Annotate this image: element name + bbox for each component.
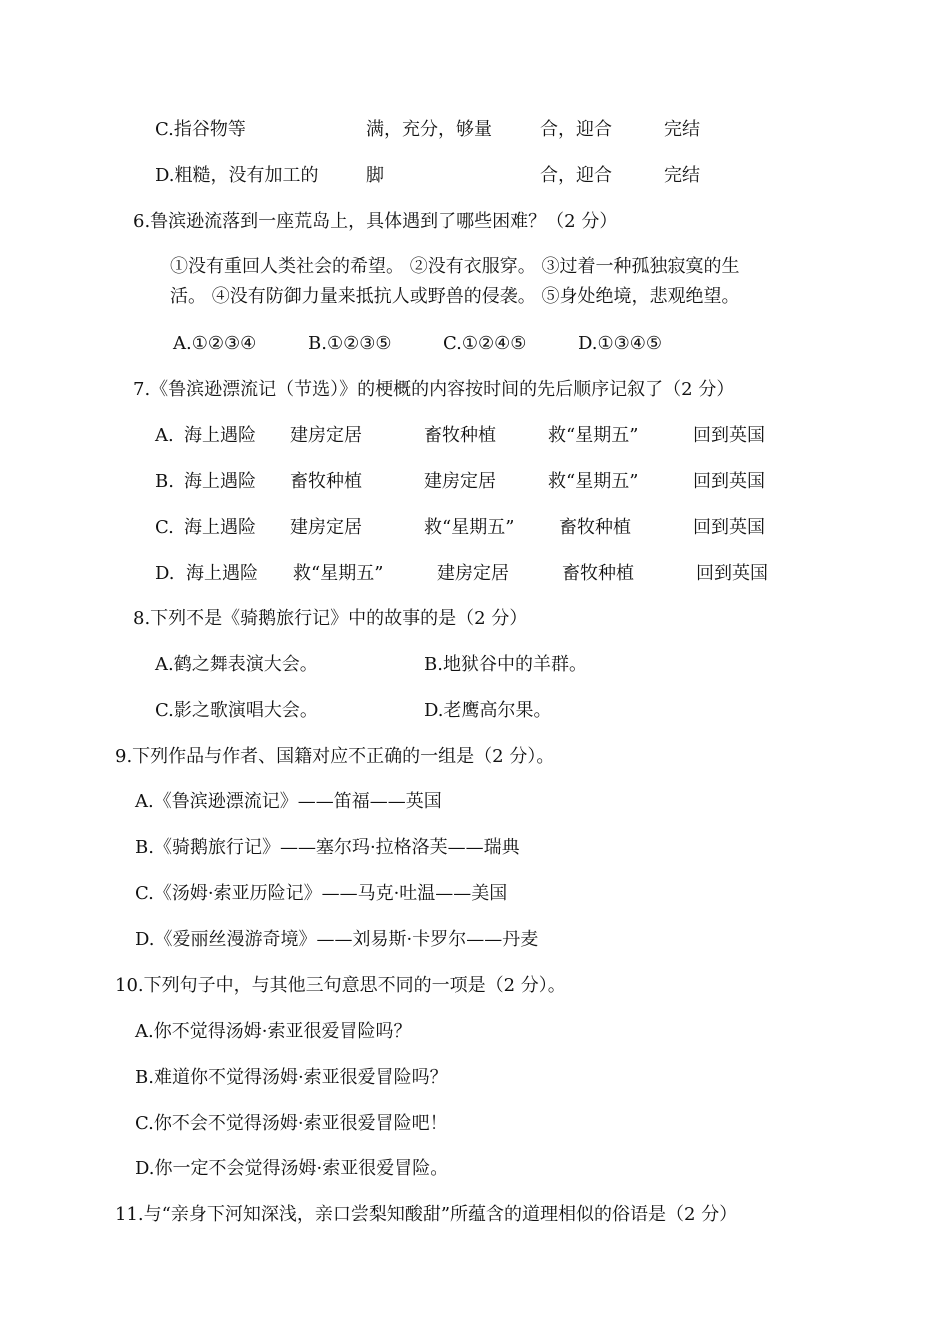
q7-d-item2: 救“星期五” [293,563,384,584]
q7-c-item1: 海上遇险 [184,517,256,538]
q7-c-item3: 救“星期五” [424,517,515,538]
q9-option-c: C.《汤姆·索亚历险记》——马克·吐温——美国 [135,883,508,904]
q7-b-item4: 救“星期五” [548,471,639,492]
q8-option-b: B.地狱谷中的羊群。 [424,654,587,675]
q8-stem: 8.下列不是《骑鹅旅行记》中的故事的是（2 分） [133,608,528,629]
q7-d-item4: 畜牧种植 [562,563,634,584]
q7-b-item5: 回到英国 [693,471,765,492]
q5-d-meaning2: 脚 [366,165,384,186]
q5-d-meaning4: 完结 [664,165,700,186]
q11-stem: 11.与“亲身下河知深浅，亲口尝梨知酸甜”所蕴含的道理相似的俗语是（2 分） [115,1204,738,1225]
q6-facts-line1: ①没有重回人类社会的希望。 ②没有衣服穿。 ③过着一种孤独寂寞的生 [170,256,740,277]
q7-d-label: D. [155,563,175,584]
q5-c-meaning1: C.指谷物等 [155,119,246,140]
q9-stem: 9.下列作品与作者、国籍对应不正确的一组是（2 分）。 [115,746,555,767]
q6-stem: 6.鲁滨逊流落到一座荒岛上，具体遇到了哪些困难？（2 分） [133,211,618,232]
q5-c-meaning2: 满，充分，够量 [366,119,492,140]
q7-b-item2: 畜牧种植 [290,471,362,492]
q10-option-b: B.难道你不觉得汤姆·索亚很爱冒险吗？ [135,1067,448,1088]
q7-c-label: C. [155,517,174,538]
q7-d-item5: 回到英国 [696,563,768,584]
q6-option-c: C.①②④⑤ [443,333,527,354]
q6-option-b: B.①②③⑤ [308,333,392,354]
q9-option-b: B.《骑鹅旅行记》——塞尔玛·拉格洛芙——瑞典 [135,837,520,858]
q6-option-d: D.①③④⑤ [578,333,663,354]
q7-d-item1: 海上遇险 [186,563,258,584]
q7-stem: 7.《鲁滨逊漂流记（节选）》的梗概的内容按时间的先后顺序记叙了（2 分） [133,379,735,400]
q8-option-d: D.老鹰高尔果。 [424,700,552,721]
q8-option-c: C.影之歌演唱大会。 [155,700,318,721]
q9-option-a: A.《鲁滨逊漂流记》——笛福——英国 [135,791,442,812]
q7-c-item5: 回到英国 [693,517,765,538]
q10-stem: 10.下列句子中，与其他三句意思不同的一项是（2 分）。 [115,975,566,996]
q7-a-item1: 海上遇险 [184,425,256,446]
q7-a-item5: 回到英国 [693,425,765,446]
q9-option-d: D.《爱丽丝漫游奇境》——刘易斯·卡罗尔——丹麦 [135,929,539,950]
q6-option-a: A.①②③④ [173,333,257,354]
q7-a-item2: 建房定居 [290,425,362,446]
q5-c-meaning4: 完结 [664,119,700,140]
q5-d-meaning1: D.粗糙，没有加工的 [155,165,319,186]
q5-d-meaning3: 合，迎合 [540,165,612,186]
q5-c-meaning3: 合，迎合 [540,119,612,140]
q7-b-label: B. [155,471,174,492]
q7-d-item3: 建房定居 [437,563,509,584]
q7-a-item4: 救“星期五” [548,425,639,446]
q7-c-item2: 建房定居 [290,517,362,538]
q7-b-item1: 海上遇险 [184,471,256,492]
q10-option-d: D.你一定不会觉得汤姆·索亚很爱冒险。 [135,1158,449,1179]
q7-a-item3: 畜牧种植 [424,425,496,446]
q7-a-label: A. [155,425,174,446]
q7-b-item3: 建房定居 [424,471,496,492]
q7-c-item4: 畜牧种植 [559,517,631,538]
q6-facts-line2: 活。 ④没有防御力量来抵抗人或野兽的侵袭。 ⑤身处绝境，悲观绝望。 [170,286,740,307]
q10-option-a: A.你不觉得汤姆·索亚很爱冒险吗？ [135,1021,412,1042]
q10-option-c: C.你不会不觉得汤姆·索亚很爱冒险吧！ [135,1113,448,1134]
q8-option-a: A.鹤之舞表演大会。 [155,654,318,675]
